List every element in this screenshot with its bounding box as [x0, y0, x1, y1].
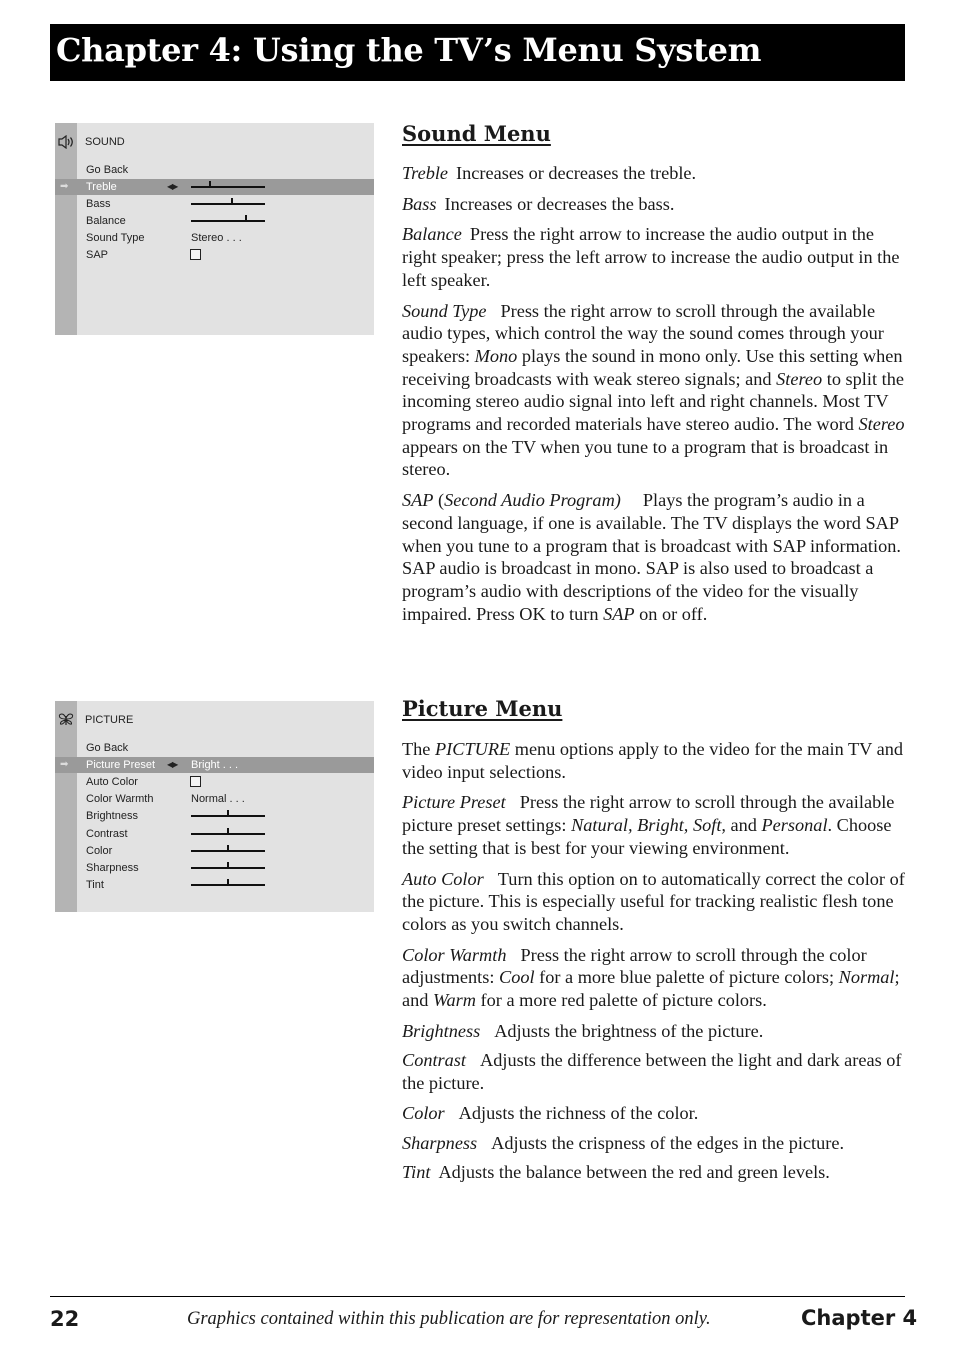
term: Stereo	[858, 414, 905, 435]
chapter-header	[50, 24, 905, 81]
menu-item-bass[interactable]	[55, 196, 374, 212]
selection-arrow-icon: ➡	[60, 181, 69, 192]
term: PICTURE	[435, 739, 511, 759]
picture-menu-body	[402, 738, 908, 1184]
color-slider[interactable]	[191, 850, 265, 852]
picture-preset-value: Bright . . .	[191, 759, 239, 771]
term: SAP	[402, 490, 434, 511]
sap-paragraph	[402, 489, 908, 625]
screen-title: SOUND	[85, 136, 125, 148]
bass-slider[interactable]	[191, 203, 265, 205]
description: menu options apply to the video for the main TV and video input selections.	[402, 739, 903, 782]
menu-item-label: Sharpness	[86, 862, 139, 874]
left-right-arrows-icon: ◀▶	[167, 182, 178, 191]
sound-menu-screenshot	[55, 123, 374, 335]
bass-paragraph	[402, 193, 908, 216]
butterfly-icon	[58, 713, 74, 727]
description: Adjusts the difference between the light and dark areas of the picture.	[402, 1050, 902, 1094]
slider-thumb[interactable]	[245, 215, 247, 221]
menu-item-go-back[interactable]	[55, 162, 374, 178]
description: (	[433, 490, 445, 511]
sound-type-paragraph	[402, 300, 908, 482]
term: Bass	[402, 193, 437, 214]
description: Increases or decreases the bass.	[444, 193, 675, 214]
term: Mono	[474, 345, 518, 366]
tint-slider[interactable]	[191, 884, 265, 886]
description: Increases or decreases the treble.	[456, 163, 697, 183]
description: for a more blue palette of picture colors;	[534, 967, 839, 988]
menu-item-label: Color Warmth	[86, 793, 154, 805]
auto-color-checkbox[interactable]	[190, 776, 201, 787]
description: Press the right arrow to increase the audio output in the right speaker; press the left arrow to increase the audio output in the left speaker.	[402, 224, 900, 290]
color-paragraph	[402, 1102, 908, 1125]
menu-item-label: Color	[86, 845, 113, 857]
term: Warm	[432, 990, 476, 1011]
description: . Choose the setting that is best for your viewing environment.	[402, 815, 892, 858]
menu-item-auto-color[interactable]	[55, 774, 374, 790]
treble-paragraph	[402, 162, 908, 185]
sap-checkbox[interactable]	[190, 249, 201, 260]
description: appears on the TV when you tune to a program that is broadcast in stereo.	[402, 436, 889, 480]
sound-type-value: Stereo . . .	[191, 232, 242, 244]
description: ; and	[402, 967, 900, 1011]
menu-item-label: Bass	[86, 198, 111, 210]
brightness-paragraph	[402, 1020, 908, 1043]
speaker-icon	[58, 135, 74, 149]
menu-item-label: Auto Color	[86, 776, 138, 788]
menu-item-label: Brightness	[86, 810, 138, 822]
term: Personal	[761, 815, 828, 836]
description: Adjusts the balance between the red and green levels.	[438, 1162, 830, 1183]
screen-side-bar	[55, 123, 77, 335]
picture-preset-paragraph	[402, 791, 908, 859]
menu-item-picture-preset[interactable]	[55, 757, 374, 773]
screen-title: PICTURE	[85, 714, 134, 726]
description: to split the incoming stereo audio signal into left and right channels. Most TV programs and recorded materials have stereo audio. The word	[402, 368, 904, 435]
term: Treble	[402, 163, 449, 183]
menu-item-tint[interactable]	[55, 877, 374, 893]
menu-item-go-back[interactable]	[55, 740, 374, 756]
sharpness-slider[interactable]	[191, 867, 265, 869]
slider-thumb[interactable]	[227, 845, 229, 851]
menu-item-color-warmth[interactable]	[55, 791, 374, 807]
color-warmth-paragraph	[402, 944, 908, 1012]
contrast-slider[interactable]	[191, 833, 265, 835]
term: SAP	[603, 603, 635, 624]
menu-item-sap[interactable]	[55, 247, 374, 263]
menu-item-label: Sound Type	[86, 232, 145, 244]
tint-paragraph	[402, 1161, 908, 1184]
menu-item-treble[interactable]	[55, 179, 374, 195]
description: Press the right arrow to scroll through the available picture preset settings:	[402, 792, 895, 836]
description: and	[725, 815, 762, 836]
menu-item-label: SAP	[86, 249, 109, 261]
menu-item-contrast[interactable]	[55, 826, 374, 842]
term: Contrast	[402, 1050, 467, 1071]
menu-item-label: Balance	[86, 215, 126, 227]
term: Sharpness	[402, 1132, 478, 1153]
slider-thumb[interactable]	[227, 810, 229, 816]
selection-arrow-icon: ➡	[60, 759, 69, 770]
description: Plays the program’s audio in a second language, if one is available. The TV displays the word SAP when you tune to a program that is broadcast with SAP information. SAP audio is broadcast in mono. SAP is also used to broadcast a program’s audio with descriptions of the video for the visually impaired. Press OK to turn	[402, 490, 901, 624]
slider-thumb[interactable]	[227, 879, 229, 885]
slider-thumb[interactable]	[231, 198, 233, 204]
description: The	[402, 739, 435, 759]
term: Color	[402, 1102, 445, 1123]
picture-menu-screenshot	[55, 701, 374, 912]
menu-item-label: Go Back	[86, 164, 129, 176]
treble-slider[interactable]	[191, 186, 265, 188]
brightness-slider[interactable]	[191, 815, 265, 817]
slider-thumb[interactable]	[209, 181, 211, 187]
description: for a more red palette of picture colors.	[475, 990, 767, 1011]
menu-item-brightness[interactable]	[55, 808, 374, 824]
slider-thumb[interactable]	[227, 828, 229, 834]
page-number: 22	[50, 1307, 80, 1331]
term: Tint	[402, 1162, 431, 1183]
term: Auto Color	[402, 868, 484, 889]
term: Stereo	[776, 368, 823, 389]
description: on or off.	[634, 603, 708, 624]
menu-item-sound-type[interactable]	[55, 230, 374, 246]
balance-slider[interactable]	[191, 220, 265, 222]
term: Natural, Bright, Soft,	[571, 815, 726, 836]
sharpness-paragraph	[402, 1132, 908, 1155]
description: plays the sound in mono only. Use this setting when receiving broadcasts with weak stereo signals; and	[402, 345, 903, 389]
term: Brightness	[402, 1020, 481, 1041]
term: Sound Type	[402, 300, 487, 321]
description: Adjusts the richness of the color.	[458, 1102, 699, 1123]
contrast-paragraph	[402, 1049, 908, 1094]
menu-item-label: Tint	[86, 879, 104, 891]
footer-divider	[50, 1296, 905, 1297]
color-warmth-value: Normal . . .	[191, 793, 245, 805]
menu-item-label: Picture Preset	[86, 759, 156, 771]
description: Press the right arrow to scroll through the available audio types, which control the way the sound comes through your speakers:	[402, 300, 884, 366]
left-right-arrows-icon: ◀▶	[167, 760, 178, 769]
auto-color-paragraph	[402, 868, 908, 936]
menu-item-balance[interactable]	[55, 213, 374, 229]
sound-menu-body	[402, 162, 908, 625]
term: Color Warmth	[402, 944, 507, 965]
term: Normal	[838, 967, 895, 988]
term: Balance	[402, 224, 462, 245]
term: Cool	[499, 967, 535, 988]
chapter-title: Chapter 4: Using the TV’s Menu System	[56, 31, 762, 69]
picture-menu-heading: Picture Menu	[402, 696, 563, 721]
menu-item-sharpness[interactable]	[55, 860, 374, 876]
term: Second Audio Program)	[444, 490, 621, 511]
menu-item-color[interactable]	[55, 843, 374, 859]
description: Turn this option on to automatically correct the color of the picture. This is especially useful for tracking realistic flesh tone colors as you switch channels.	[402, 868, 905, 934]
description: Adjusts the brightness of the picture.	[494, 1020, 764, 1041]
menu-item-label: Contrast	[86, 828, 128, 840]
slider-thumb[interactable]	[227, 862, 229, 868]
balance-paragraph	[402, 223, 908, 291]
sound-menu-heading: Sound Menu	[402, 121, 551, 146]
footer-chapter-label: Chapter 4	[801, 1306, 918, 1330]
menu-item-label: Treble	[86, 181, 117, 193]
term: Picture Preset	[402, 792, 506, 813]
intro-paragraph	[402, 738, 908, 783]
menu-item-label: Go Back	[86, 742, 129, 754]
description: Press the right arrow to scroll through the color adjustments:	[402, 944, 867, 988]
description: Adjusts the crispness of the edges in the picture.	[491, 1132, 845, 1153]
footer-note: Graphics contained within this publication are for representation only.	[187, 1309, 711, 1329]
